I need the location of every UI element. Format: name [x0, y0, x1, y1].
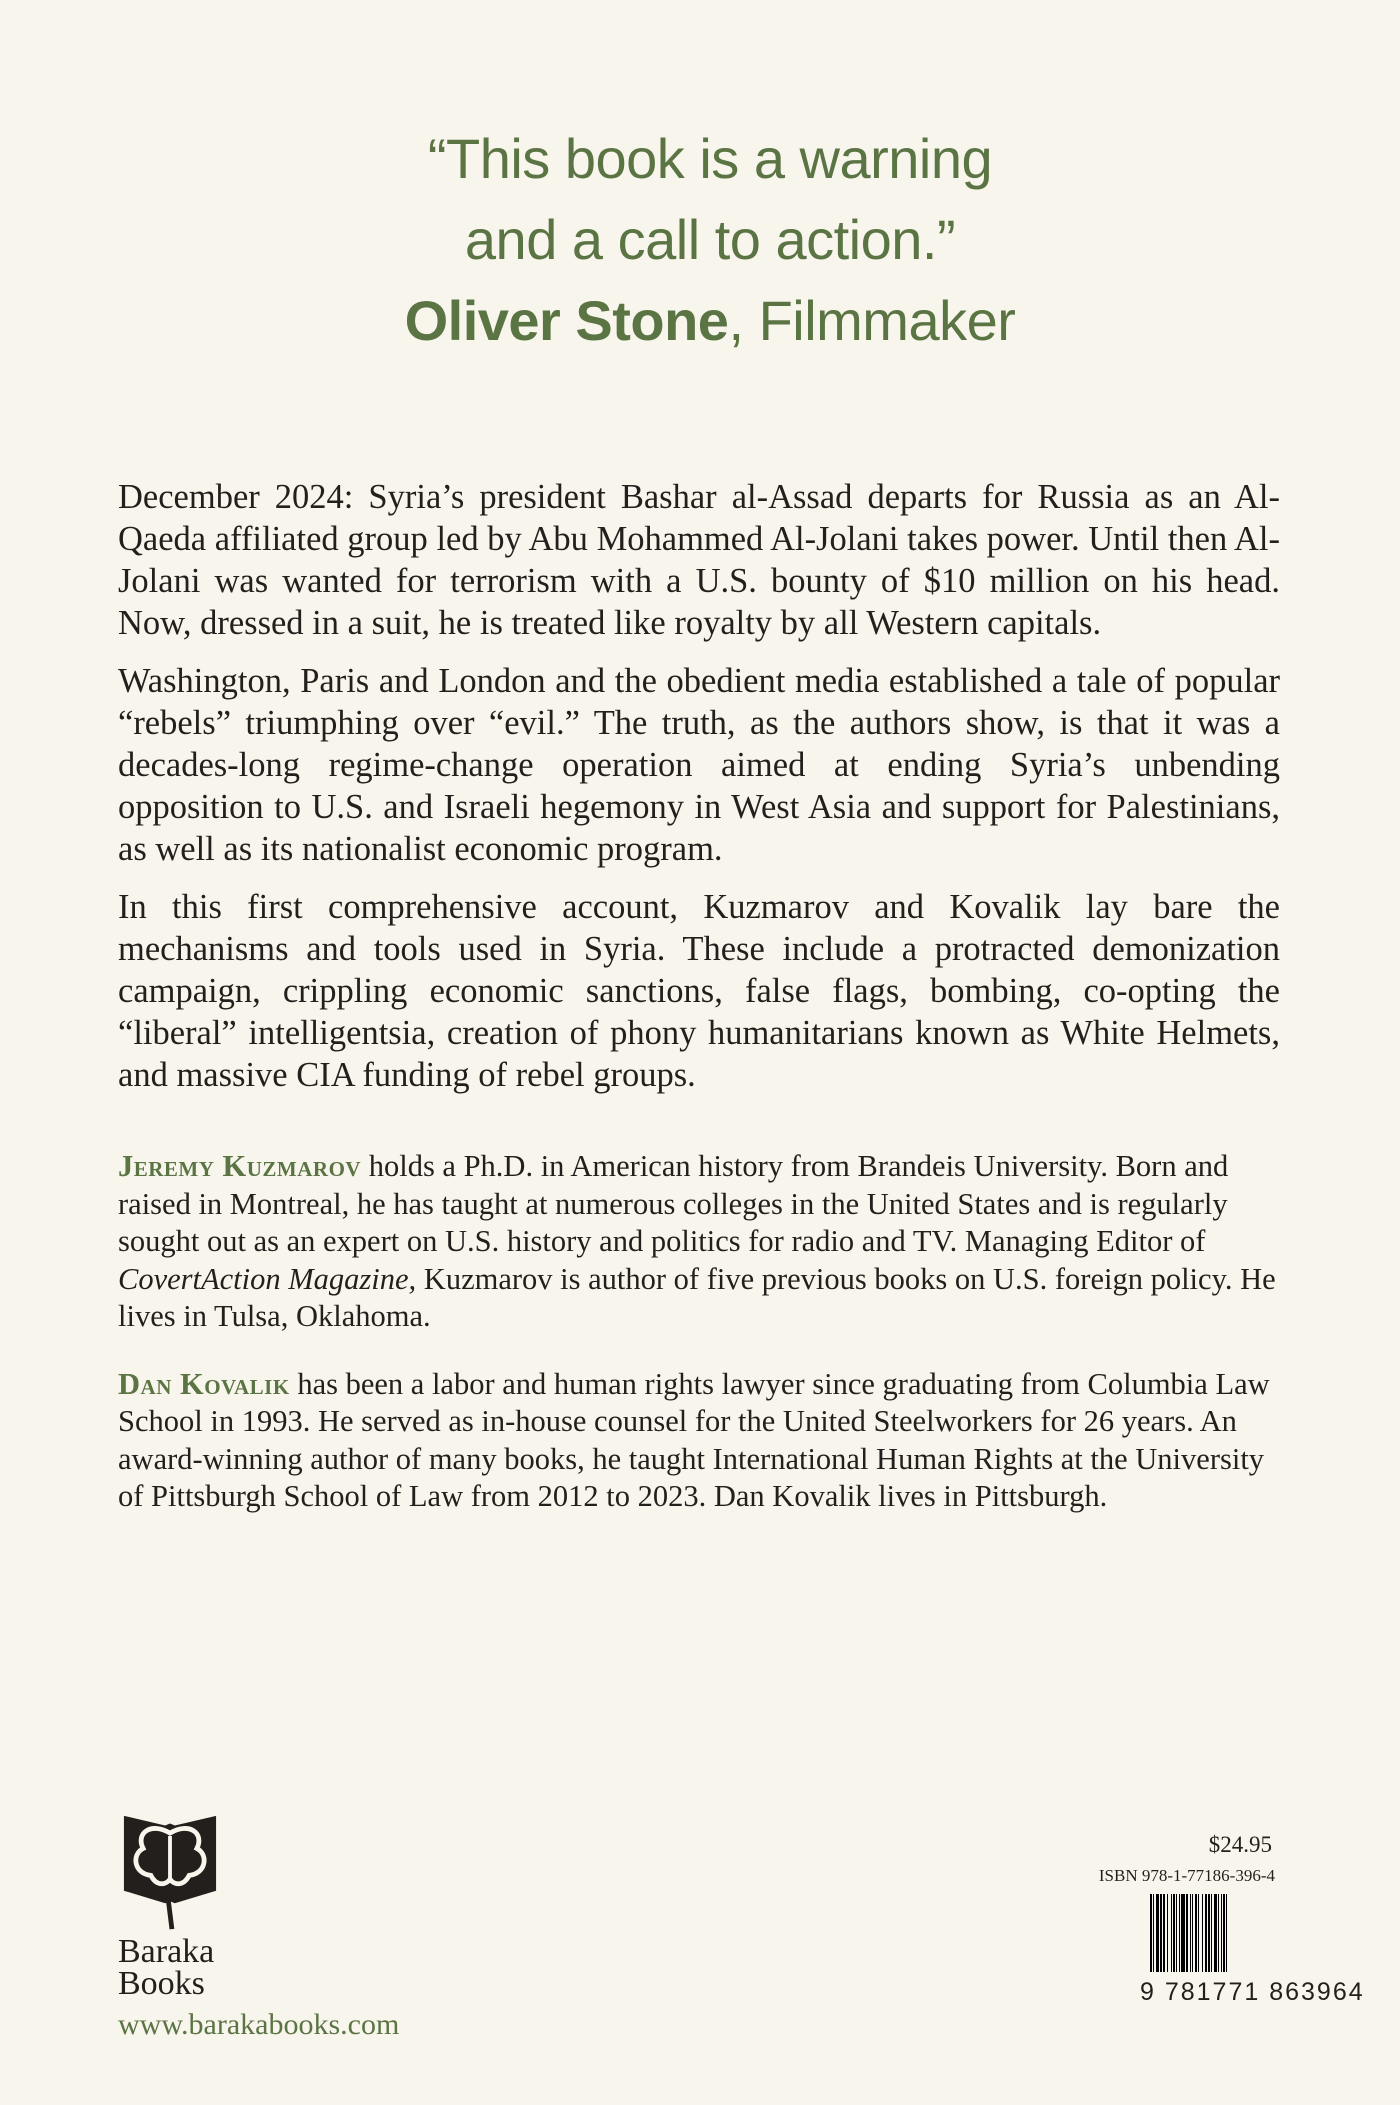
barcode-bar — [1227, 1894, 1229, 1972]
cover-quote — [0, 118, 1400, 361]
quote-author-role: , Filmmaker — [728, 289, 1016, 352]
bio-text: Kuzmarov is author of five previous books on U.S. foreign policy. He lives in Tulsa, Oklahoma. — [118, 1261, 1276, 1333]
back-cover-text — [118, 476, 1280, 1546]
quote-author: Oliver Stone — [404, 289, 729, 352]
magazine-title: CovertAction Magazine, — [118, 1261, 417, 1296]
author-name: Dan Kovalik — [118, 1366, 290, 1401]
quote-line-2: and a call to action.” — [464, 208, 956, 271]
quote-line-1: “This book is a warning — [427, 127, 993, 190]
publisher-name — [118, 1933, 215, 2002]
isbn: ISBN 978-1-77186-396-4 — [1098, 1866, 1275, 1885]
publisher-website[interactable]: www.barakabooks.com — [118, 2008, 400, 2041]
barcode-digits: 9 781771 863964 — [1140, 1978, 1365, 2006]
baraka-books-logo-icon — [120, 1812, 220, 1932]
author-bio-kuzmarov — [118, 1148, 1280, 1336]
description-paragraph: In this first comprehensive account, Kuzmarov and Kovalik lay bare the mechanisms and tools used in Syria. These include a protracted demonization campaign, crippling economic sanctions, false flags, bombing, co-opting the “liberal” intelligentsia, creation of phony humanitarians known as White Helmets, and massive CIA funding of rebel groups. — [118, 888, 1280, 1094]
publisher-name-line: Baraka — [118, 1933, 215, 1970]
description-paragraph: Washington, Paris and London and the obedient media established a tale of popular “rebels” triumphing over “evil.” The truth, as the authors show, is that it was a decades-long regime-change operation aimed at ending Syria’s unbending opposition to U.S. and Israeli hegemony in West Asia and support for Palestinians, as well as its nationalist economic program. — [118, 662, 1280, 868]
publisher-name-line: Books — [118, 1965, 205, 2002]
barcode — [1150, 1894, 1280, 1972]
author-name: Jeremy Kuzmarov — [118, 1149, 362, 1183]
price: $24.95 — [1208, 1832, 1272, 1857]
bio-text: holds a Ph.D. in American history from Brandeis University. Born and raised in Montreal, he has taught at numerous colleges in the United States and is regularly sought out as an expert on U.S. history and politics for radio and TV. Managing Editor of — [118, 1149, 1229, 1258]
author-bio-kovalik — [118, 1366, 1280, 1516]
bio-text: has been a labor and human rights lawyer since graduating from Columbia Law School in 1993. He served as in-house counsel for the United Steelworkers for 26 years. An award-winning author of many books, he taught International Human Rights at the University of Pittsburgh School of Law from 2012 to 2023. Dan Kovalik lives in Pittsburgh. — [118, 1366, 1270, 1513]
description-paragraph: December 2024: Syria’s president Bashar al-Assad departs for Russia as an Al-Qaeda affiliated group led by Abu Mohammed Al-Jolani takes power. Until then Al-Jolani was wanted for terrorism with a U.S. bounty of $10 million on his head. Now, dressed in a suit, he is treated like royalty by all Western capitals. — [118, 478, 1280, 642]
quote-attribution — [0, 280, 1400, 361]
